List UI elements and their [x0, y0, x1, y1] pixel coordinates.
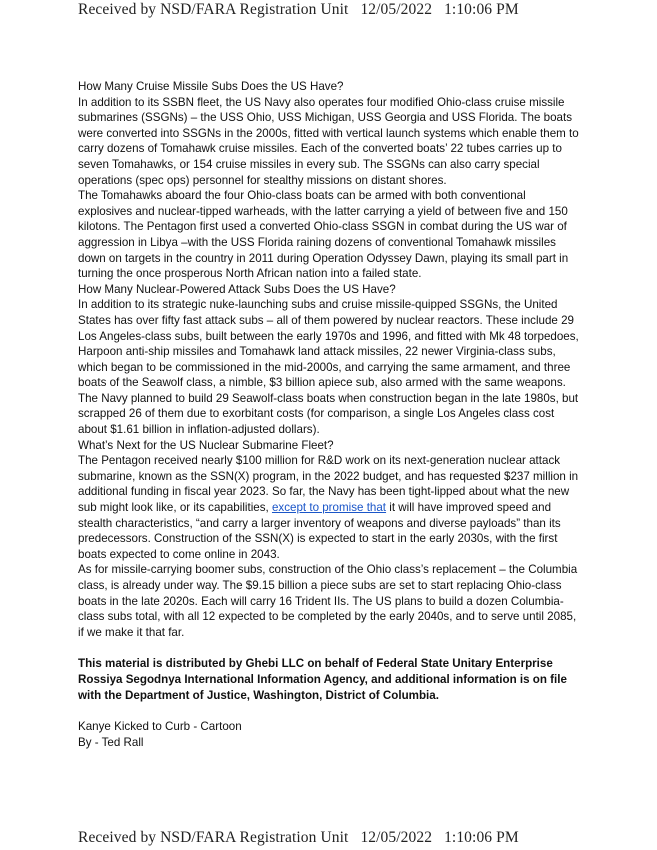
- paragraph-tomahawks: The Tomahawks aboard the four Ohio-class boats can be armed with both conventional explosives and nuclear-tipped warheads, with the latter carrying a yield of between five and 150 kilotons. The Pentagon first used a converted Ohio-class SSGN in combat during the US war of aggression in Libya –with the USS Florida raining dozens of conventional Tomahawk missiles down on targets in the country in 2011 during Operation Odyssey Dawn, playing its small part in turning the once prosperous North African nation into a failed state.: [78, 189, 569, 281]
- document-body: [78, 79, 583, 750]
- ssnx-text-after-link: it will have improved speed and stealth characteristics, “and carry a larger inventory of weapons and diverse payloads” than its predecessors. Construction of the SSN(X) is expected to start in the early 2030s, with the first boats expected to come online in 2043.: [78, 501, 561, 561]
- footer-registration-stamp: [78, 829, 519, 847]
- header-registration-stamp: [78, 1, 519, 19]
- header-stamp-date: 12/05/2022: [360, 1, 433, 18]
- ssnx-text-before-link: The Pentagon received nearly $100 million for R&D work on its next-generation nuclear attack submarine, known as the SSN(X) program, in the 2022 budget, and has requested $237 million in additional funding in fiscal year 2023. So far, the Navy has been tight-lipped about what the new sub might look like, or its capabilities,: [78, 454, 579, 515]
- paragraph-attack-subs: In addition to its strategic nuke-launching subs and cruise missile-quipped SSGNs, the United States has over fifty fast attack subs – all of them powered by nuclear reactors. These include 29 Los Angeles-class subs, built between the early 1970s and 1996, and fitted with Mk 48 torpedoes, Harpoon anti-ship missiles and Tomahawk land attack missiles, 22 newer Virginia-class subs, which began to be commissioned in the mid-2000s, and carrying the same armament, and three boats of the Seawolf class, a nimble, $3 billion apiece sub, also armed with the same weapons. The Navy planned to build 29 Seawolf-class boats when construction began in the late 1980s, but scrapped 26 of them due to exorbitant costs (for comparison, a single Los Angeles class cost about $1.61 billion in inflation-adjusted dollars).: [78, 298, 579, 437]
- section-heading-attack-subs: How Many Nuclear-Powered Attack Subs Does the US Have?: [78, 282, 396, 296]
- footer-stamp-text: Received by NSD/FARA Registration Unit: [78, 829, 349, 846]
- fara-disclosure-notice: This material is distributed by Ghebi LLC on behalf of Federal State Unitary Enterprise Rossiya Segodnya International Information Agency, and additional information is on file with the Department of Justice, Washington, District of Columbia.: [78, 657, 567, 702]
- footer-stamp-time: 1:10:06 PM: [444, 829, 519, 846]
- next-item-title: Kanye Kicked to Curb - Cartoon: [78, 720, 242, 734]
- except-to-promise-link[interactable]: except to promise that: [271, 501, 387, 515]
- paragraph-ssnx-program: [78, 453, 583, 562]
- header-stamp-time: 1:10:06 PM: [444, 1, 519, 18]
- section-heading-whats-next: What’s Next for the US Nuclear Submarine Fleet?: [78, 438, 334, 452]
- header-stamp-text: Received by NSD/FARA Registration Unit: [78, 1, 349, 18]
- section-heading-cruise-missile-subs: How Many Cruise Missile Subs Does the US Have?: [78, 80, 344, 93]
- paragraph-ssgn-fleet: In addition to its SSBN fleet, the US Navy also operates four modified Ohio-class cruise missile submarines (SSGNs) – the USS Ohio, USS Michigan, USS Georgia and USS Florida. The boats were converted into SSGNs in the 2000s, fitted with vertical launch systems which enable them to carry dozens of Tomahawk cruise missiles. Each of the converted boats’ 22 tubes carries up to seven Tomahawks, or 154 cruise missiles in every sub. The SSGNs can also carry special operations (spec ops) personnel for stealthy missions on distant shores.: [78, 95, 579, 187]
- paragraph-columbia-class: As for missile-carrying boomer subs, construction of the Ohio class’s replacement – the Columbia class, is already under way. The $9.15 billion a piece subs are set to start replacing Ohio-class boats in the late 2020s. Each will carry 16 Trident IIs. The US plans to build a dozen Columbia-class subs total, with all 12 expected to be completed by the early 2040s, and to serve until 2085, if we make it that far.: [78, 563, 578, 639]
- footer-stamp-date: 12/05/2022: [360, 829, 433, 846]
- next-item-byline: By - Ted Rall: [78, 735, 144, 749]
